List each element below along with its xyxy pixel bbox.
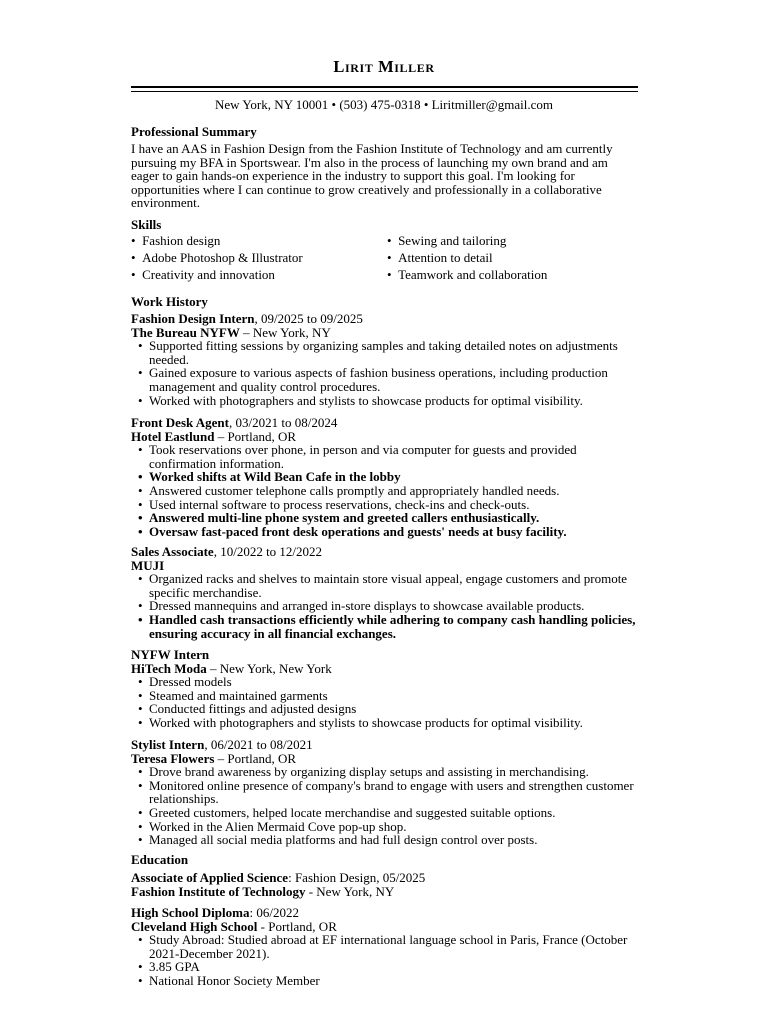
bullet-item: • Handled cash transactions efficiently while adhering to company cash handling policies, ensuring accuracy in all financial exchanges. bbox=[149, 613, 638, 640]
school-name: Cleveland High School bbox=[131, 918, 258, 934]
skill-item: • Sewing and tailoring bbox=[387, 233, 507, 248]
skill-item: • Attention to detail bbox=[387, 250, 493, 265]
skill-item: • Adobe Photoshop & Illustrator bbox=[131, 250, 303, 265]
skills-heading: Skills bbox=[131, 217, 162, 232]
skill-item: • Teamwork and collaboration bbox=[387, 267, 548, 282]
degree-detail: : 06/2022 bbox=[249, 905, 299, 920]
job-entry bbox=[131, 545, 638, 640]
skill-item: • Fashion design bbox=[131, 233, 221, 248]
bullet-item: • Took reservations over phone, in person and via computer for guests and provided confirmation information. bbox=[149, 443, 638, 470]
job-bullets bbox=[131, 443, 638, 538]
work-history-heading: Work History bbox=[131, 294, 208, 309]
job-entry bbox=[131, 312, 638, 407]
job-location: – Portland, OR bbox=[214, 750, 297, 766]
job-company: HiTech Moda bbox=[131, 660, 207, 676]
bullet-item: • Worked with photographers and stylists to showcase products for optimal visibility. bbox=[149, 716, 638, 730]
bullet-item: • Used internal software to process reservations, check-ins and check-outs. bbox=[149, 498, 638, 512]
school-location: - Portland, OR bbox=[257, 918, 337, 934]
bullet-item: • Supported fitting sessions by organizing samples and taking detailed notes on adjustments needed. bbox=[149, 339, 638, 366]
job-dates: , 09/2025 to 09/2025 bbox=[254, 311, 363, 326]
job-title: NYFW Intern bbox=[131, 647, 210, 662]
bullet-item: • Dressed models bbox=[149, 675, 638, 689]
education-entry bbox=[131, 871, 638, 898]
job-entry bbox=[131, 416, 638, 538]
summary-text: I have an AAS in Fashion Design from the Fashion Institute of Technology and am currently pursuing my BFA in Sportswear. I'm also in the process of launching my own brand and am eager to gain hands-on experience in the industry to support this goal. I'm looking for opportunities where I can continue to grow creatively and professionally in a collaborative environment. bbox=[131, 141, 613, 211]
header-rule-thin bbox=[131, 91, 638, 92]
contact-line: New York, NY 10001 • (503) 475-0318 • Liritmiller@gmail.com bbox=[215, 97, 553, 112]
job-dates: , 03/2021 to 08/2024 bbox=[228, 415, 338, 430]
bullet-item: • National Honor Society Member bbox=[149, 974, 638, 988]
bullet-item: • Answered multi-line phone system and greeted callers enthusiastically. bbox=[149, 511, 638, 525]
skill-label: Teamwork and collaboration bbox=[398, 267, 548, 282]
job-company: Teresa Flowers bbox=[131, 750, 215, 766]
bullet-item: • Worked shifts at Wild Bean Cafe in the lobby bbox=[149, 470, 638, 484]
bullet-item: • Gained exposure to various aspects of fashion business operations, including production management and quality control procedures. bbox=[149, 366, 638, 393]
skill-label: Sewing and tailoring bbox=[398, 233, 507, 248]
candidate-name: Lirit Miller bbox=[333, 57, 435, 76]
bullet-item: • Worked in the Alien Mermaid Cove pop-up shop. bbox=[149, 820, 638, 834]
school-location: - New York, NY bbox=[305, 883, 395, 899]
job-location: – New York, NY bbox=[239, 324, 331, 340]
bullet-item: • Monitored online presence of company's brand to engage with users and strengthen customer relationships. bbox=[149, 779, 638, 806]
degree-detail: : Fashion Design, 05/2025 bbox=[288, 870, 426, 885]
bullet-item: • Dressed mannequins and arranged in-store displays to showcase available products. bbox=[149, 599, 638, 613]
bullet-item: • Oversaw fast-paced front desk operations and guests' needs at busy facility. bbox=[149, 525, 638, 539]
bullet-item: • Study Abroad: Studied abroad at EF international language school in Paris, France (October 2021-December 2021). bbox=[149, 933, 638, 960]
skill-label: Adobe Photoshop & Illustrator bbox=[142, 250, 303, 265]
job-entry bbox=[131, 648, 638, 730]
school-name: Fashion Institute of Technology bbox=[131, 883, 306, 899]
degree-name: High School Diploma bbox=[131, 905, 250, 920]
job-company: MUJI bbox=[131, 557, 165, 573]
bullet-item: • Steamed and maintained garments bbox=[149, 689, 638, 703]
bullet-item: • Managed all social media platforms and had full design control over posts. bbox=[149, 833, 638, 847]
job-company: The Bureau NYFW bbox=[131, 324, 240, 340]
job-title: Stylist Intern bbox=[131, 737, 205, 752]
skill-item: • Creativity and innovation bbox=[131, 267, 275, 282]
education-heading: Education bbox=[131, 852, 189, 867]
job-dates: , 06/2021 to 08/2021 bbox=[204, 737, 313, 752]
bullet-item: • Drove brand awareness by organizing display setups and assisting in merchandising. bbox=[149, 765, 638, 779]
bullet-item: • 3.85 GPA bbox=[149, 960, 638, 974]
bullet-item: • Conducted fittings and adjusted designs bbox=[149, 702, 638, 716]
job-dates: , 10/2022 to 12/2022 bbox=[213, 544, 323, 559]
job-bullets bbox=[131, 339, 638, 407]
job-title: Front Desk Agent bbox=[131, 415, 229, 430]
bullet-item: • Worked with photographers and stylists to showcase products for optimal visibility. bbox=[149, 394, 638, 408]
bullet-item: • Greeted customers, helped locate merchandise and suggested suitable options. bbox=[149, 806, 638, 820]
skill-label: Attention to detail bbox=[398, 250, 493, 265]
job-bullets bbox=[131, 572, 638, 640]
job-title: Fashion Design Intern bbox=[131, 311, 255, 326]
skill-label: Fashion design bbox=[142, 233, 221, 248]
bullet-item: • Answered customer telephone calls promptly and appropriately handled needs. bbox=[149, 484, 638, 498]
summary-heading: Professional Summary bbox=[131, 124, 257, 139]
bullet-item: • Organized racks and shelves to maintain store visual appeal, engage customers and promote specific merchandise. bbox=[149, 572, 638, 599]
job-bullets bbox=[131, 675, 638, 729]
job-entry bbox=[131, 738, 638, 847]
education-entry bbox=[131, 906, 638, 988]
job-title: Sales Associate bbox=[131, 544, 214, 559]
job-company: Hotel Eastlund bbox=[131, 428, 215, 444]
skill-label: Creativity and innovation bbox=[142, 267, 275, 282]
header-rule-thick bbox=[131, 86, 638, 88]
education-bullets bbox=[131, 933, 638, 987]
degree-name: Associate of Applied Science bbox=[131, 870, 289, 885]
job-location: – New York, New York bbox=[206, 660, 332, 676]
job-location: – Portland, OR bbox=[214, 428, 297, 444]
job-bullets bbox=[131, 765, 638, 847]
